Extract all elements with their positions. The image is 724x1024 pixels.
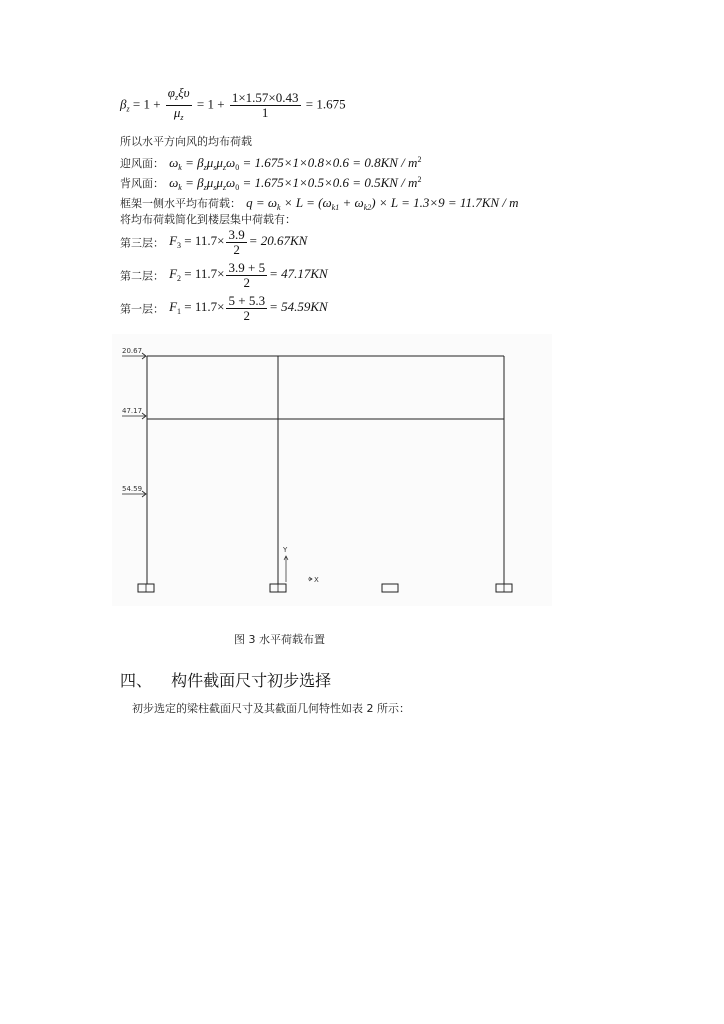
- section-number: 四、: [120, 671, 153, 690]
- intro-text: 所以水平方向风的均布荷载: [120, 135, 252, 148]
- section-paragraph: 初步选定的梁柱截面尺寸及其截面几何特性如表 2 所示：: [132, 702, 410, 715]
- frame-load-figure: [112, 334, 552, 606]
- simplify-text: 将均布荷载简化到楼层集中荷载有：: [120, 213, 296, 226]
- floor1-fraction: $\frac{5 + 5.3}{2}$: [228, 293, 266, 323]
- support-3: [382, 584, 398, 592]
- section-heading: [120, 668, 331, 691]
- beta-equation: $\beta_z = 1$ + $\frac{\varphi_z\xi\upsilon}{\mu_z}$ = 1 + $\frac{1\times 1.57\times 0.43}{1}$ = 1.675: [120, 86, 346, 125]
- floor2-fraction: $\frac{3.9 + 5}{2}$: [228, 260, 266, 290]
- beta-fraction-1: $\frac{\varphi_z\xi\upsilon}{\mu_z}$: [167, 85, 190, 122]
- floor3-line: 第三层： $F_3 = 11.7\times$ $\frac{3.9}{2}$ = 20.67KN: [120, 227, 308, 257]
- axis-x-label: X: [314, 576, 319, 584]
- load-label-2: 47.17: [122, 407, 143, 415]
- frame-diagram: [112, 334, 552, 606]
- figure-caption: 图 3 水平荷载布置: [234, 633, 325, 646]
- load-label-3: 20.67: [122, 347, 143, 355]
- load-label-1: 54.59: [122, 485, 143, 493]
- beta-fraction-2: $\frac{1\times 1.57\times 0.43}{1}$: [231, 90, 299, 120]
- floor2-line: 第二层： $F_2 = 11.7\times$ $\frac{3.9 + 5}{2}$ = 47.17KN: [120, 260, 328, 290]
- frame-load-line: 框架一侧水平均布荷载： $q = \omega_k \times L = (\omega_{k1} + \omega_{k2}) \times L = 1.3\times 9 = 11.7KN / m$: [120, 195, 519, 212]
- windward-line: 迎风面： $\omega_k = \beta_z\mu_s\mu_z\omega_0 = 1.675\times 1\times 0.8\times 0.6 = 0.8KN / m^2$: [120, 155, 422, 172]
- section-title: 构件截面尺寸初步选择: [171, 671, 332, 690]
- leeward-line: 背风面： $\omega_k = \beta_z\mu_s\mu_z\omega_0 = 1.675\times 1\times 0.5\times 0.6 = 0.5KN / m^2$: [120, 175, 422, 192]
- floor1-line: 第一层： $F_1 = 11.7\times$ $\frac{5 + 5.3}{2}$ = 54.59KN: [120, 293, 328, 323]
- axis-y-label: Y: [283, 546, 288, 554]
- floor3-fraction: $\frac{3.9}{2}$: [228, 227, 245, 257]
